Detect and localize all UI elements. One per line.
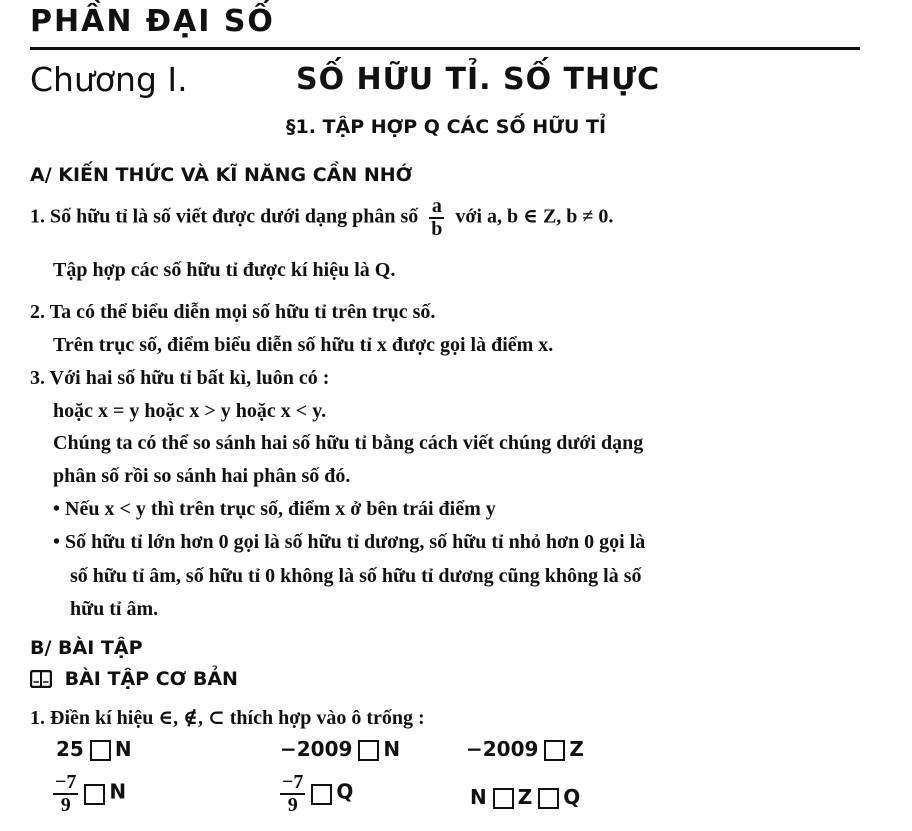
ex1-r2-c2	[280, 772, 353, 816]
book-icon	[30, 670, 52, 693]
item1-line2: Tập hợp các số hữu tỉ được kí hiệu là Q.	[53, 259, 396, 281]
fraction-denominator: b	[431, 218, 443, 240]
section-a-title: A/ KIẾN THỨC VÀ KĨ NĂNG CẦN NHỚ	[30, 164, 413, 186]
item2-line2: Trên trục số, điểm biểu diễn số hữu tỉ x được gọi là điểm x.	[53, 334, 554, 356]
chapter-title: SỐ HỮU TỈ. SỐ THỰC	[296, 62, 661, 97]
fraction-neg7-over-9	[280, 772, 305, 816]
fraction-denominator: 9	[287, 794, 298, 816]
ex1-r2-c3	[470, 785, 580, 809]
chapter-label: Chương I.	[30, 60, 188, 99]
item1-tail: với a, b ∈ Z, b ≠ 0.	[455, 205, 614, 228]
ex1-set-label: N	[114, 737, 132, 761]
exercise1-prompt: 1. Điền kí hiệu ∈, ∉, ⊂ thích hợp vào ô trống :	[30, 707, 425, 729]
item3-line3: Chúng ta có thể so sánh hai số hữu tỉ bằng cách viết chúng dưới dạng	[53, 432, 644, 454]
fraction-numerator: a	[429, 196, 444, 219]
ex1-r1-c2	[280, 737, 400, 761]
ex1-r2-c1	[53, 772, 126, 816]
item3-bullet2-line2: số hữu tỉ âm, số hữu tỉ 0 không là số hữu tỉ dương cũng không là số	[70, 565, 642, 587]
item1-text: 1. Số hữu tỉ là số viết được dưới dạng phân số	[30, 205, 419, 228]
answer-box[interactable]	[358, 740, 379, 761]
ex1-r1-c3	[466, 737, 584, 761]
item2-line1: 2. Ta có thể biểu diễn mọi số hữu tỉ trên trục số.	[30, 301, 436, 323]
basic-exercises-title: BÀI TẬP CƠ BẢN	[64, 668, 238, 690]
ex1-set-label: N	[109, 779, 127, 804]
answer-box[interactable]	[90, 740, 111, 761]
item3-bullet1: • Nếu x < y thì trên trục số, điểm x ở bên trái điểm y	[53, 498, 496, 520]
answer-box[interactable]	[544, 740, 565, 761]
answer-box[interactable]	[493, 788, 514, 809]
header-rule	[30, 47, 860, 50]
item3-line1: 3. Với hai số hữu tỉ bất kì, luôn có :	[30, 367, 330, 389]
ex1-number: 25	[56, 737, 84, 761]
lesson-title: §1. TẬP HỢP Q CÁC SỐ HỮU TỈ	[286, 116, 607, 138]
ex1-r1-c1	[56, 737, 132, 761]
item3-line2: hoặc x = y hoặc x > y hoặc x < y.	[53, 400, 327, 422]
ex1-set-label: N	[383, 737, 401, 761]
fraction-numerator: −7	[55, 771, 77, 793]
ex1-set-label: Z	[517, 785, 533, 809]
item3-bullet2-line1: • Số hữu tỉ lớn hơn 0 gọi là số hữu tỉ dương, số hữu tỉ nhỏ hơn 0 gọi là	[53, 531, 646, 553]
ex1-number: −2009	[280, 737, 353, 761]
ex1-set-label: Q	[336, 779, 354, 804]
item1-line1	[30, 196, 613, 240]
answer-box[interactable]	[311, 784, 332, 805]
answer-box[interactable]	[538, 788, 559, 809]
fraction-neg7-over-9	[53, 772, 78, 816]
answer-box[interactable]	[84, 784, 105, 805]
ex1-set-label: Z	[569, 737, 584, 761]
ex1-set-label: N	[470, 785, 487, 809]
section-b-title: B/ BÀI TẬP	[30, 637, 143, 659]
ex1-set-label: Q	[563, 785, 581, 809]
ex1-number: −2009	[466, 737, 539, 761]
fraction-denominator: 9	[60, 794, 71, 816]
item3-bullet2-line3: hữu tỉ âm.	[70, 598, 159, 620]
item3-line4: phân số rồi so sánh hai phân số đó.	[53, 465, 351, 487]
fraction-numerator: −7	[282, 771, 304, 793]
basic-exercises-heading	[30, 668, 238, 693]
fraction-a-over-b	[429, 196, 444, 240]
part-title: PHẦN ĐẠI SỐ	[30, 4, 275, 39]
